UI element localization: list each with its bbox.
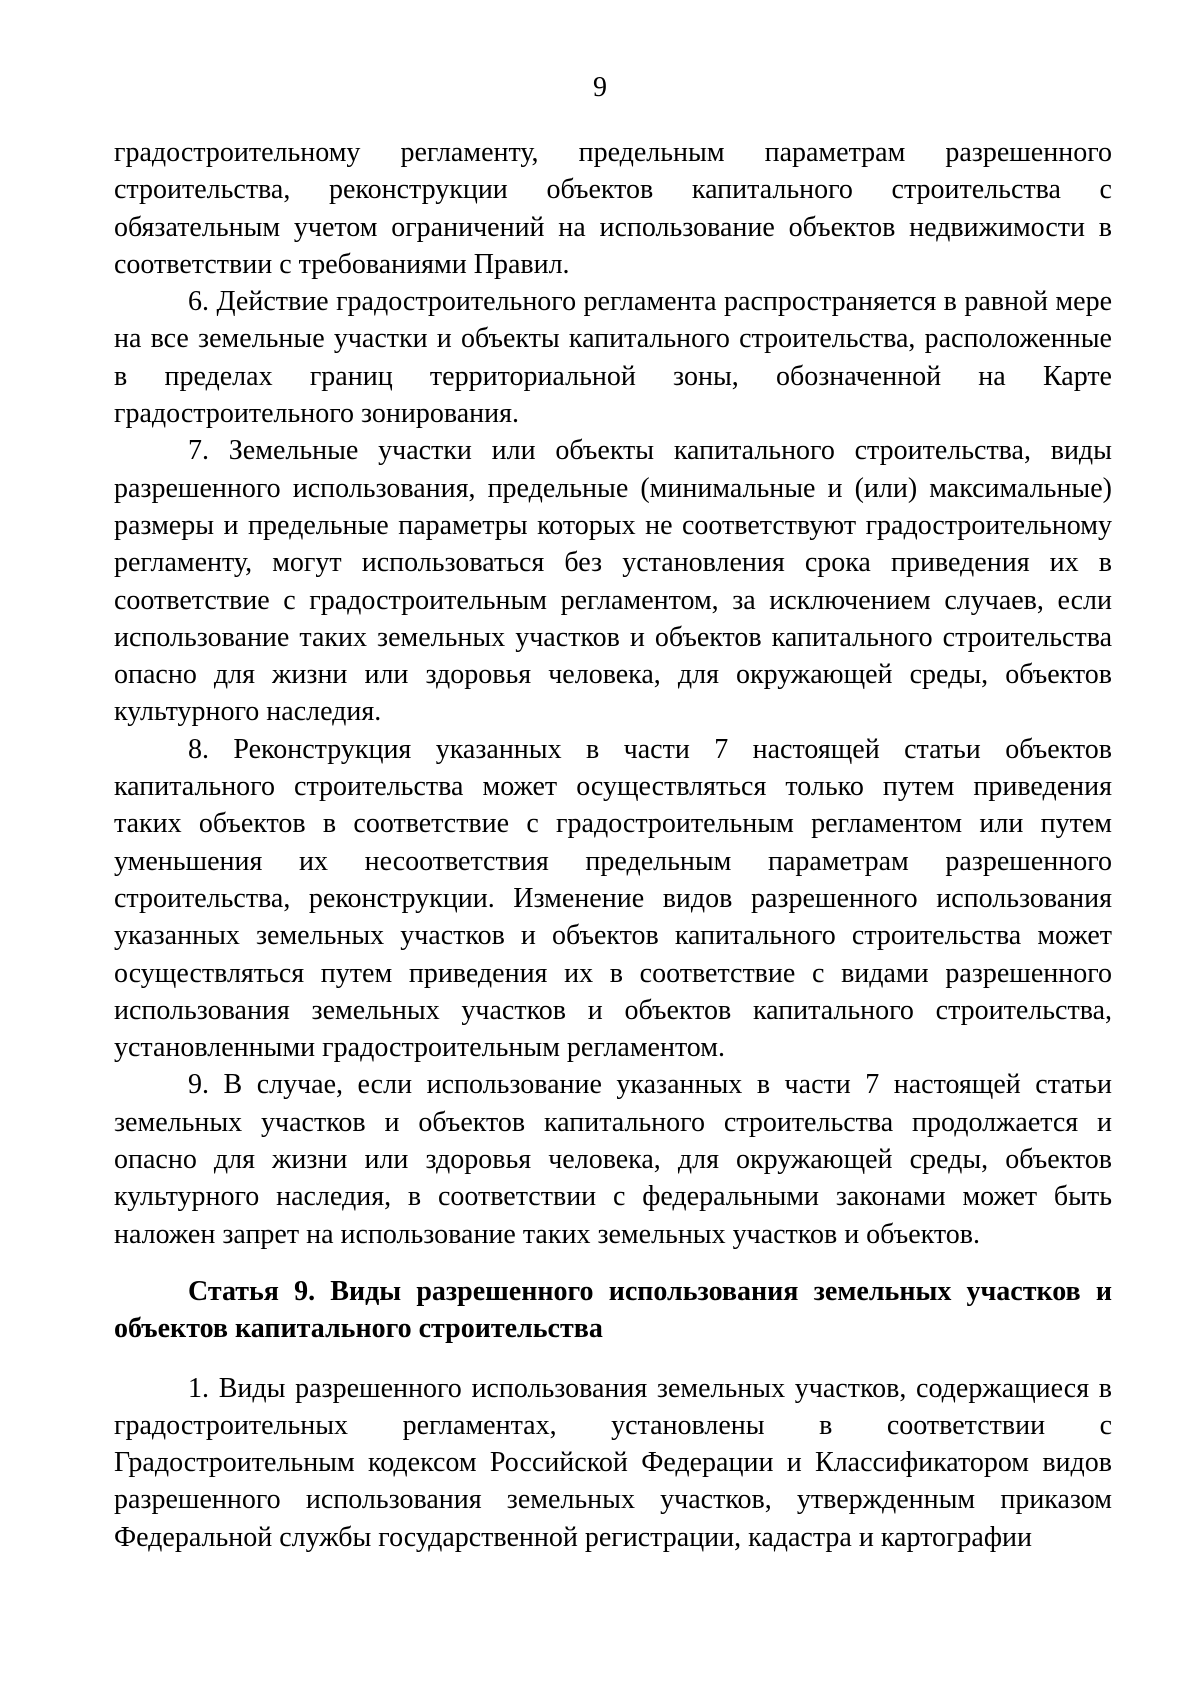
article-heading: Статья 9. Виды разрешенного использования земельных участков и объектов капитального строительства xyxy=(114,1275,1112,1345)
paragraph-9: 9. В случае, если использование указанных в части 7 настоящей статьи земельных участков и объектов капитального строительства продолжается и опасно для жизни или здоровья человека, для окружающей среды, объектов культурного наследия, в соответствии с федеральными законами может быть наложен запрет на использование таких земельных участков и объектов. xyxy=(114,1069,1112,1250)
article-9-paragraph-1: 1. Виды разрешенного использования земельных участков, содержащиеся в градостроительных регламентах, установлены в соответствии с Градостроительным кодексом Российской Федерации и Классификатором видов разрешенного использования земельных участков, утвержденным приказом Федеральной службы государственной регистрации, кадастра и картографии xyxy=(114,1372,1112,1553)
paragraph-6: 6. Действие градостроительного регламента распространяется в равной мере на все земельные участки и объекты капитального строительства, расположенные в пределах границ территориальной зоны, обозначенной на Карте градостроительного зонирования. xyxy=(114,286,1112,430)
paragraph-8: 8. Реконструкция указанных в части 7 настоящей статьи объектов капитального строительства может осуществляться только путем приведения таких объектов в соответствие с градостроительным регламентом или путем уменьшения их несоответствия предельным параметрам разрешенного строительства, реконструкции. Изменение видов разрешенного использования указанных земельных участков и объектов капитального строительства может осуществляться путем приведения их в соответствие с видами разрешенного использования земельных участков и объектов капитального строительства, установленными градостроительным регламентом. xyxy=(114,733,1112,1064)
paragraph-7: 7. Земельные участки или объекты капитального строительства, виды разрешенного использования, предельные (минимальные и (или) максимальные) размеры и предельные параметры которых не соответствуют градостроительному регламенту, могут использоваться без установления срока приведения их в соответствие с градостроительным регламентом, за исключением случаев, если использование таких земельных участков и объектов капитального строительства опасно для жизни или здоровья человека, для окружающей среды, объектов культурного наследия. xyxy=(114,435,1112,728)
paragraph-continuation: градостроительному регламенту, предельным параметрам разрешенного строительства, реконструкции объектов капитального строительства с обязательным учетом ограничений на использование объектов недвижимости в соответствии с требованиями Правил. xyxy=(114,137,1112,280)
document-body xyxy=(114,134,1112,1556)
page-number: 9 xyxy=(593,72,607,103)
